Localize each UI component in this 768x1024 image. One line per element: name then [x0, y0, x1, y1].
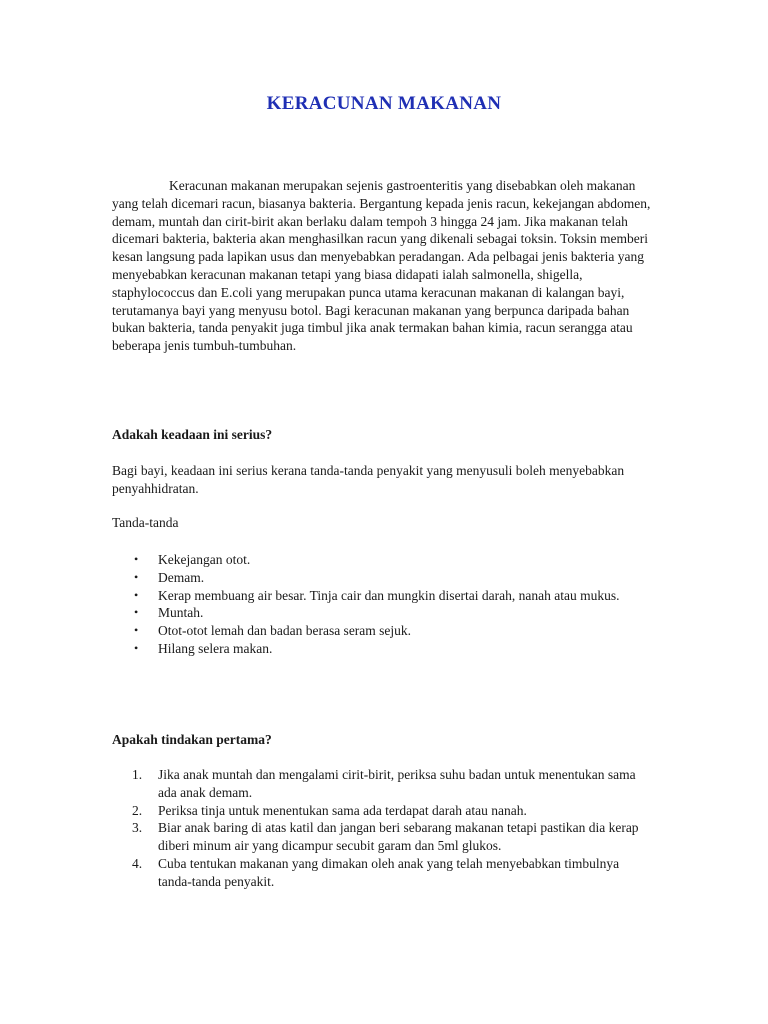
list-item [112, 640, 652, 658]
section-paragraph-serious: Bagi bayi, keadaan ini serius kerana tanda-tanda penyakit yang menyusuli boleh menyebabkan penyahhidratan. [112, 463, 625, 496]
list-item [112, 819, 652, 855]
list-item [112, 855, 652, 891]
intro-paragraph: Keracunan makanan merupakan sejenis gastroenteritis yang disebabkan oleh makanan yang telah dicemari racun, biasanya bakteria. Bergantung kepada jenis racun, kekejangan abdomen, demam, muntah dan cirit-birit akan berlaku dalam tempoh 3 hingga 24 jam. Jika makanan telah dicemari bakteria, bakteria akan menghasilkan racun yang dikenali sebagai toksin. Toksin memberi kesan langsung pada lapikan usus dan menyebabkan peradangan. Ada pelbagai jenis bakteria yang menyebabkan keracunan makanan tetapi yang biasa didapati ialah salmonella, shigella, staphylococcus dan E.coli yang merupakan punca utama keracunan makanan di kalangan bayi, terutamanya bayi yang menyusu botol. Bagi keracunan makanan yang berpunca daripada bahan bukan bakteria, tanda penyakit juga timbul jika anak termakan bahan kimia, racun serangga atau beberapa jenis tumbuh-tumbuhan. [112, 178, 651, 354]
step-text: Periksa tinja untuk menentukan sama ada terdapat darah atau nanah. [158, 802, 527, 818]
step-number: 2. [132, 802, 143, 818]
step-text: Cuba tentukan makanan yang dimakan oleh anak yang telah menyebabkan timbulnya tanda-tanda penyakit. [158, 855, 620, 889]
list-item-text: Kerap membuang air besar. Tinja cair dan mungkin disertai darah, nanah atau mukus. [158, 587, 620, 603]
page-title: KERACUNAN MAKANAN [266, 93, 502, 114]
step-number: 1. [132, 767, 143, 782]
list-item-text: Hilang selera makan. [158, 640, 273, 656]
list-item [112, 622, 652, 640]
bullet-icon: • [134, 623, 139, 638]
list-item-text: Kekejangan otot. [158, 552, 251, 567]
step-text: Jika anak muntah dan mengalami cirit-birit, periksa suhu badan untuk menentukan sama ada anak demam. [158, 767, 636, 800]
list-item [112, 587, 652, 605]
section-heading-serious: Adakah keadaan ini serius? [112, 427, 273, 442]
bullet-icon: • [134, 569, 139, 584]
list-item-text: Demam. [158, 569, 205, 585]
list-item [112, 802, 652, 820]
list-item [112, 604, 652, 622]
bullet-icon: • [134, 587, 139, 602]
step-number: 4. [132, 855, 143, 871]
signs-list-title: Tanda-tanda [112, 515, 179, 530]
list-item [112, 569, 652, 587]
list-item-text: Otot-otot lemah dan badan berasa seram sejuk. [158, 623, 412, 639]
bullet-icon: • [134, 552, 139, 566]
list-item-text: Muntah. [158, 605, 204, 621]
step-number: 3. [132, 820, 143, 836]
list-item [112, 551, 652, 569]
bullet-icon: • [134, 640, 139, 655]
list-item [112, 766, 652, 802]
step-text: Biar anak baring di atas katil dan jangan beri sebarang makanan tetapi pastikan dia kerap diberi minum air yang dicampur secubit garam dan 5ml glukos. [158, 820, 639, 854]
signs-list [112, 551, 652, 658]
bullet-icon: • [134, 605, 139, 620]
section-heading-first-action: Apakah tindakan pertama? [112, 732, 272, 747]
first-action-steps [112, 766, 652, 891]
